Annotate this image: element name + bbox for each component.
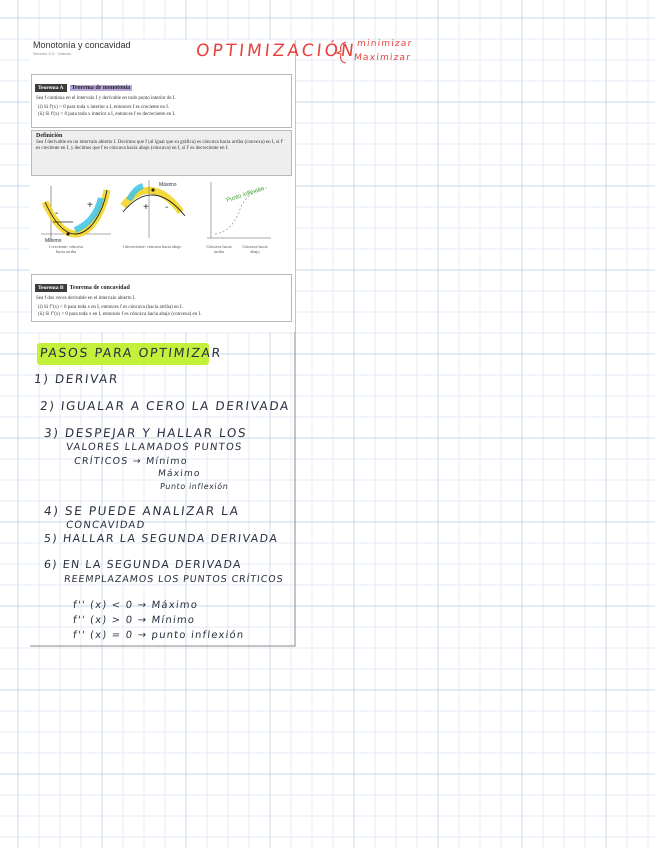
- maximo-label: Máximo: [159, 182, 177, 188]
- figure-panel-inflection: [207, 182, 271, 238]
- rule-minimo: f'' (x) > 0 → Mínimo: [72, 615, 196, 626]
- figure-panel-concave-down: [123, 180, 185, 238]
- step-3: 3) DESPEJAR Y HALLAR LOS: [43, 426, 248, 440]
- step-3-maximo: Máximo: [157, 469, 202, 479]
- minus-mark: -: [55, 208, 59, 219]
- step-2: 2) IGUALAR A CERO LA DERIVADA: [39, 399, 291, 413]
- theorem-a-item: (i) Si f'(x) > 0 para toda x interior a I, entonces f es creciente en I.: [38, 105, 170, 110]
- svg-text:-: -: [165, 202, 169, 213]
- step-4-cont: CONCAVIDAD: [65, 520, 146, 531]
- theorem-a-item: (ii) Si f'(x) < 0 para toda x interior a I, entonces f es decreciente en I.: [38, 112, 176, 117]
- theorem-a-label: Teorema A: [35, 84, 67, 92]
- option-maximize: Maximizar: [353, 53, 412, 63]
- rule-maximo: f'' (x) < 0 → Máximo: [72, 600, 199, 611]
- definition-title: Definición: [36, 133, 63, 139]
- step-1: 1) DERIVAR: [33, 372, 120, 386]
- handwritten-title: OPTIMIZACIÓN: [194, 41, 358, 61]
- theorem-b-box: [31, 274, 292, 322]
- option-minimize: minimizar: [356, 39, 414, 49]
- theorem-a-box: [31, 74, 292, 128]
- theorem-b-item: (ii) Si f''(x) < 0 para toda x en I, entonces f es cóncava hacia abajo (convexa) en I.: [38, 312, 202, 317]
- step-3-cont: VALORES LLAMADOS PUNTOS: [65, 442, 244, 453]
- theorem-a-intro: Sea f continua en el intervalo I y derivable en todo punto interior de I.: [36, 96, 176, 101]
- definition-box: [31, 130, 292, 176]
- plus-mark: +: [87, 200, 93, 211]
- minimo-label: Mínimo: [45, 238, 62, 244]
- document-subtitle: Sección 3.4 · Cálculo: [33, 51, 71, 56]
- figure-caption: Cóncava hacia abajo: [242, 244, 268, 254]
- step-4: 4) SE PUEDE ANALIZAR LA: [43, 504, 241, 518]
- theorem-b-label: Teorema B: [35, 284, 67, 292]
- punto-inflexion-label: Punto inflexión: [225, 186, 266, 204]
- theorem-a-title: Teorema de monotonía: [71, 85, 131, 91]
- definition-text: Sea f derivable en un intervalo abierto I. Decimos que f (al igual que su gráfica) es cóncava hacia arriba (convexa) en I, si f' es creciente en I, y decimos que f es cóncava hacia abajo (cóncava) en I, si f' es decreciente en I.: [36, 140, 284, 151]
- step-5: 5) HALLAR LA SEGUNDA DERIVADA: [43, 532, 279, 545]
- document-title: Monotonía y concavidad: [33, 40, 131, 50]
- theorem-b-intro: Sea f dos veces derivable en el intervalo abierto I.: [36, 296, 136, 301]
- figure-caption: Cóncava hacia arriba: [206, 244, 232, 254]
- notes-heading: PASOS PARA OPTIMIZAR: [39, 345, 223, 360]
- rule-inflexion: f'' (x) = 0 → punto inflexión: [72, 630, 245, 641]
- brace-icon: [336, 40, 350, 64]
- svg-text:+: +: [143, 202, 149, 213]
- step-3-criticos: CRÍTICOS → Mínimo: [73, 456, 189, 467]
- theorem-b-item: (i) Si f''(x) > 0 para toda x en I, entonces f es cóncava (hacia arriba) en I.: [38, 305, 183, 310]
- figure-caption: f creciente: cóncava hacia arriba: [48, 244, 84, 254]
- theorem-b-title: Teorema de concavidad: [69, 285, 130, 291]
- step-3-inflexion: Punto inflexión: [159, 482, 229, 491]
- figure-panel-concave-up: [41, 186, 111, 244]
- figure-caption: f decreciente: cóncava hacia abajo: [122, 244, 182, 249]
- step-6-cont: REEMPLAZAMOS LOS PUNTOS CRÍTICOS: [63, 574, 285, 585]
- step-6: 6) EN LA SEGUNDA DERIVADA: [43, 558, 243, 571]
